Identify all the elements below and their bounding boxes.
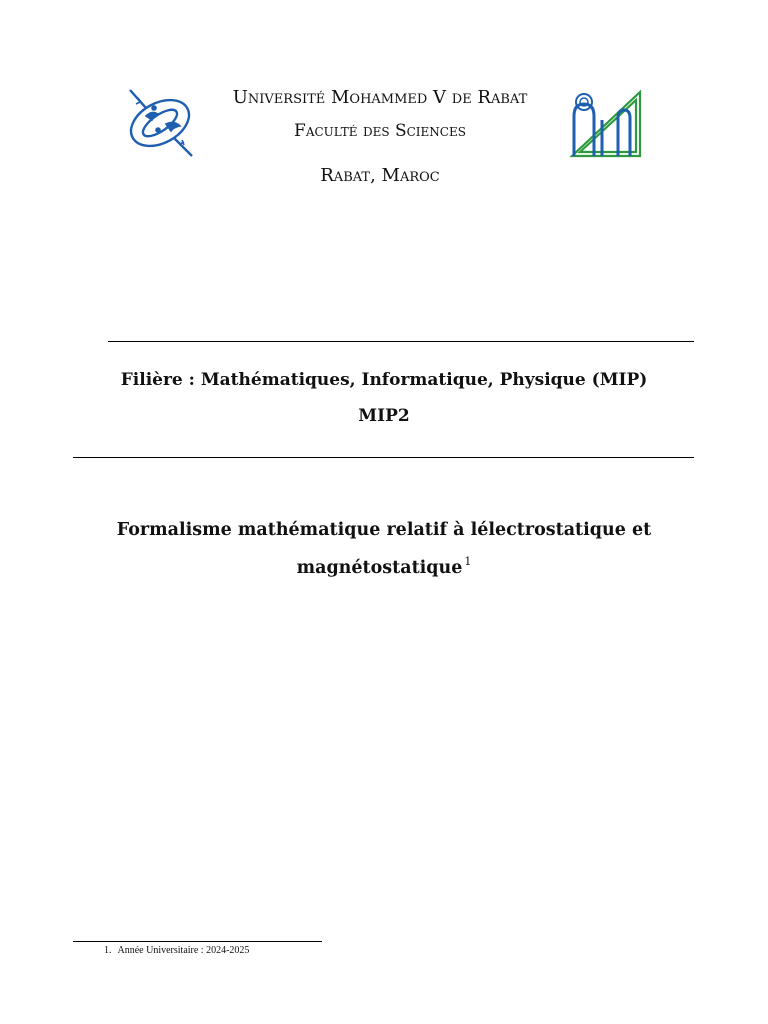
document-title-line2 [60, 555, 708, 578]
footnote-divider [73, 941, 322, 942]
faculty-logo-icon [124, 86, 196, 158]
faculty-name: Faculté des Sciences [294, 121, 466, 141]
footnote-number: 1. [104, 945, 112, 956]
footnote-marker[interactable]: 1 [464, 555, 472, 568]
university-logo-icon [566, 90, 642, 158]
document-title-line1: Formalisme mathématique relatif à lélectrostatique et [116, 520, 652, 540]
university-name: Université Mohammed V de Rabat [232, 87, 528, 108]
middle-divider [73, 457, 694, 458]
program-level: MIP2 [358, 406, 410, 426]
footnote-text: Année Universitaire : 2024-2025 [117, 945, 250, 956]
program-filiere: Filière : Mathématiques, Informatique, Physique (MIP) [120, 370, 648, 390]
top-divider [108, 341, 694, 342]
city-name: Rabat, Maroc [320, 165, 440, 186]
document-title-line2-text: magnétostatique [296, 558, 463, 578]
footnote [104, 945, 249, 956]
